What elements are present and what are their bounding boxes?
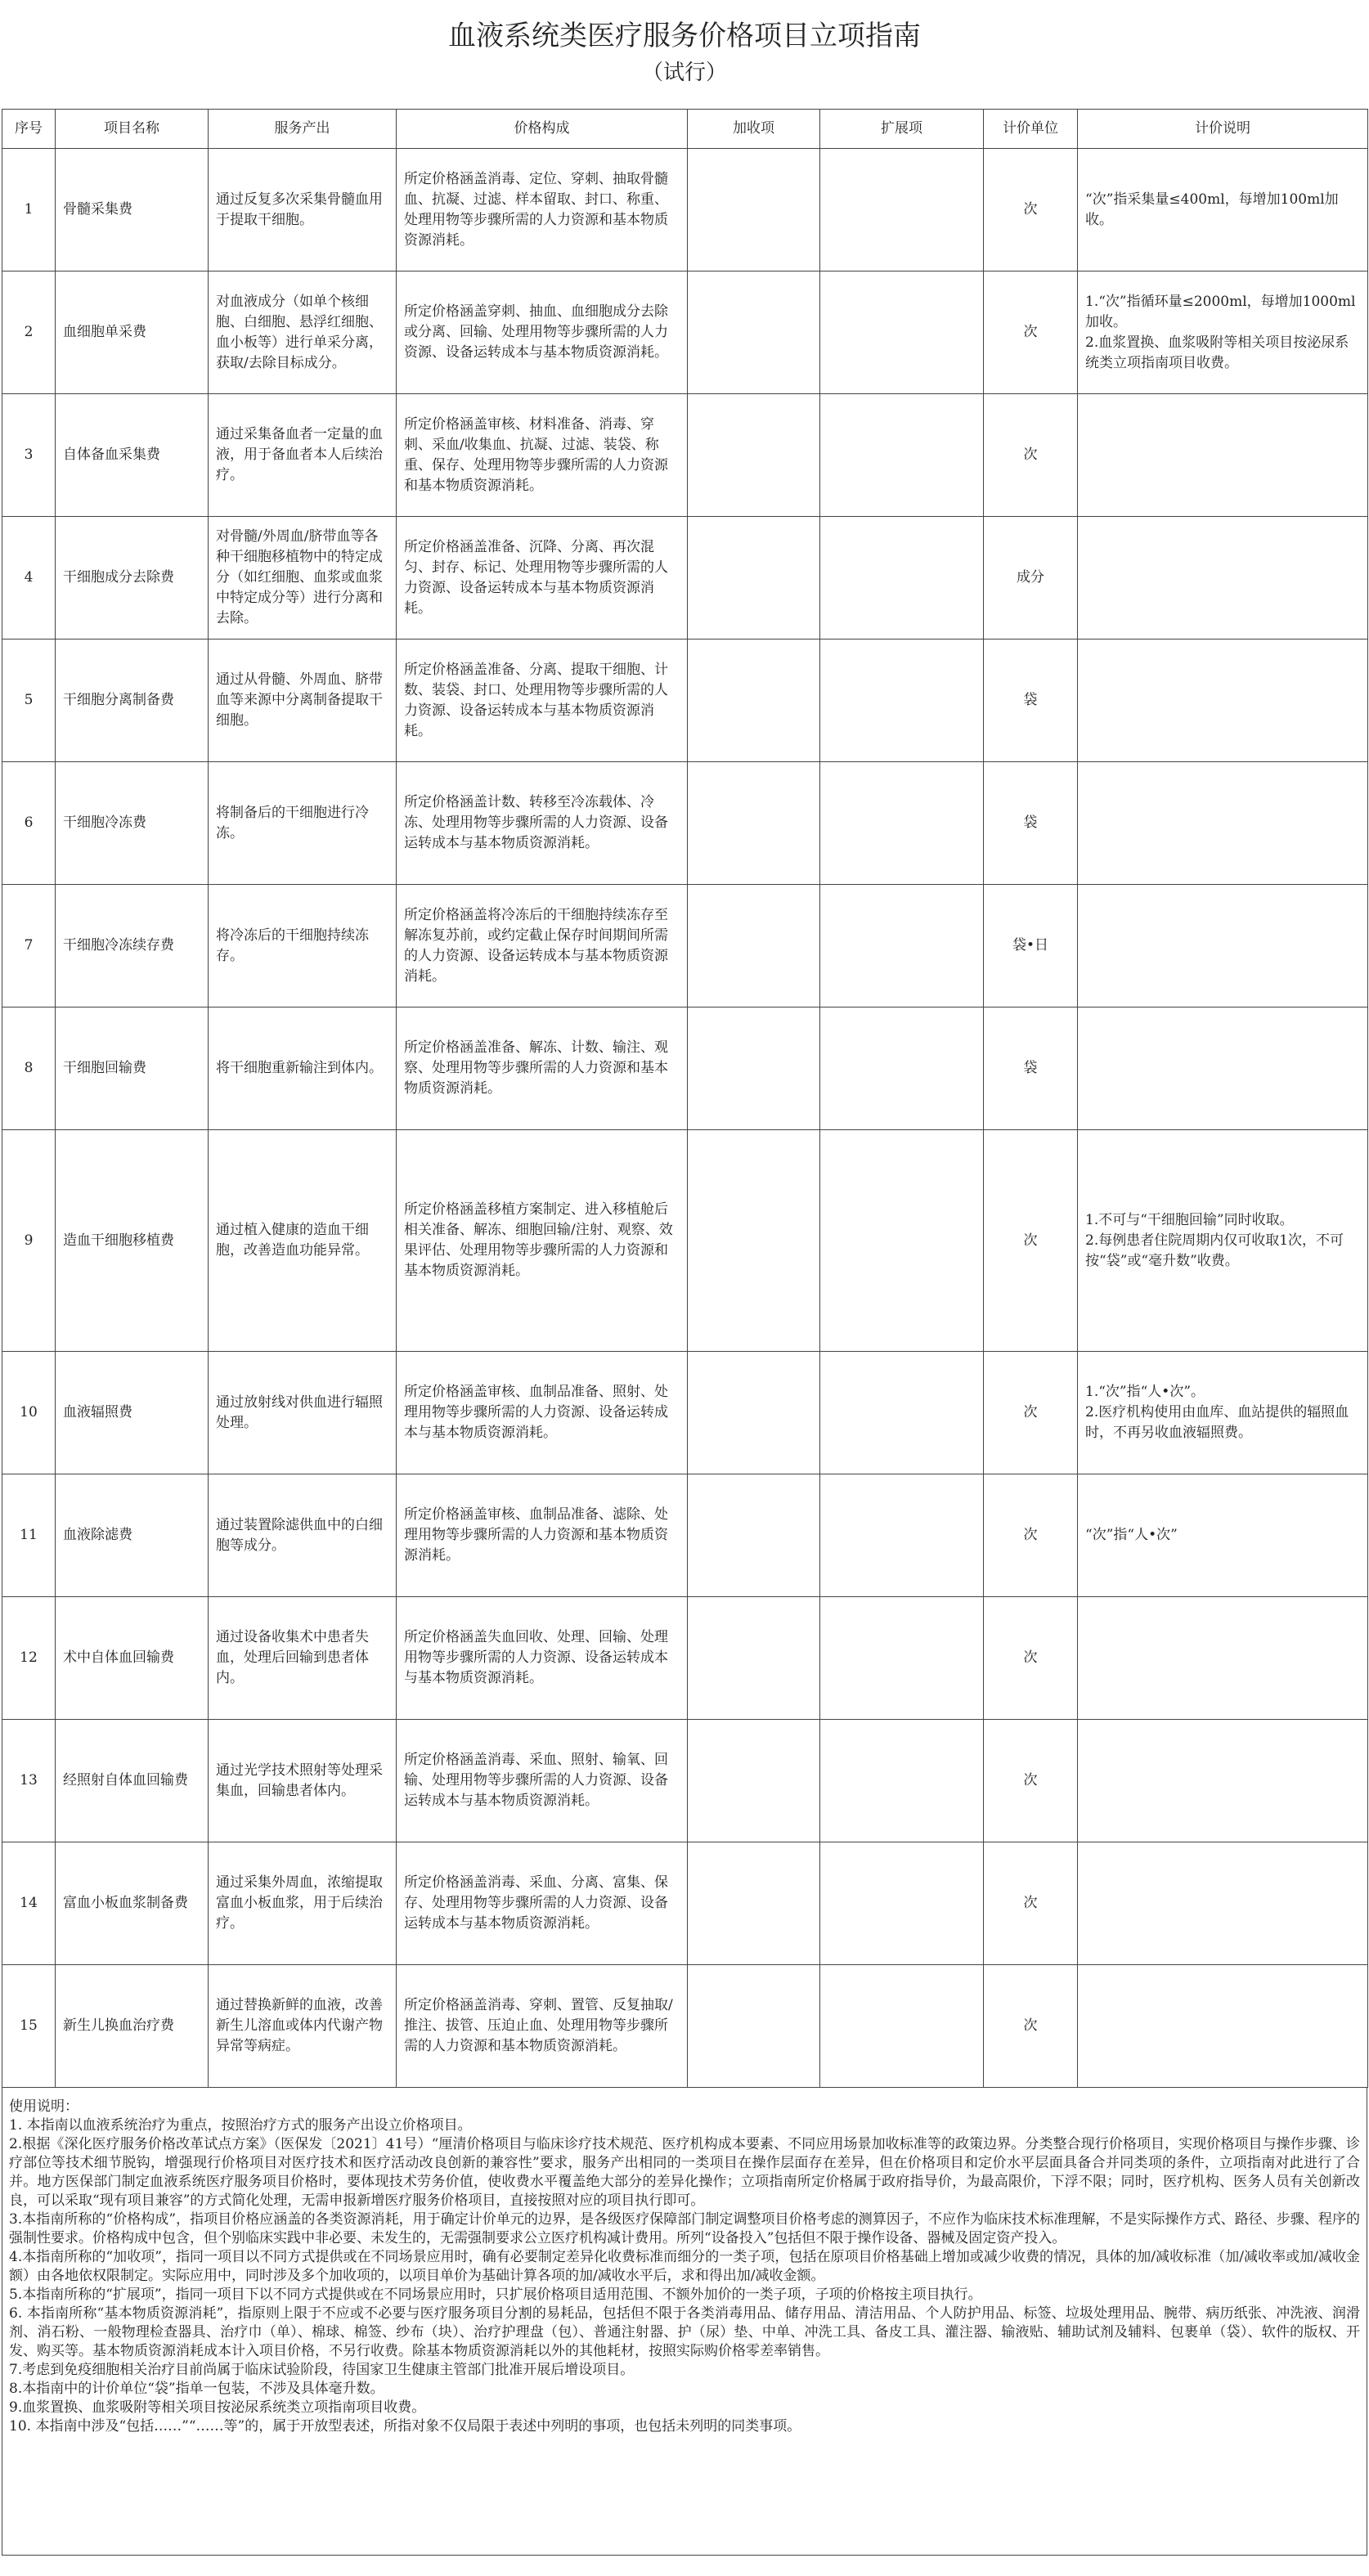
cell-extra bbox=[688, 640, 820, 762]
cell-extend bbox=[820, 517, 984, 640]
cell-composition: 所定价格涵盖准备、解冻、计数、输注、观察、处理用物等步骤所需的人力资源和基本物质资源消耗。 bbox=[397, 1008, 688, 1130]
cell-seq: 3 bbox=[2, 394, 56, 517]
cell-name: 自体备血采集费 bbox=[56, 394, 209, 517]
cell-unit: 袋 bbox=[984, 640, 1078, 762]
cell-extend bbox=[820, 1352, 984, 1474]
cell-desc bbox=[1078, 640, 1368, 762]
table-row bbox=[2, 1474, 1368, 1597]
header-composition: 价格构成 bbox=[397, 110, 688, 149]
cell-extend bbox=[820, 1842, 984, 1965]
cell-composition: 所定价格涵盖准备、沉降、分离、再次混匀、封存、标记、处理用物等步骤所需的人力资源、设备运转成本与基本物质资源消耗。 bbox=[397, 517, 688, 640]
note-item: 1. 本指南以血液系统治疗为重点，按照治疗方式的服务产出设立价格项目。 bbox=[9, 2117, 472, 2134]
cell-output: 对骨髓/外周血/脐带血等各种干细胞移植物中的特定成分（如红细胞、血浆或血浆中特定成分等）进行分离和去除。 bbox=[209, 517, 397, 640]
cell-unit: 次 bbox=[984, 1130, 1078, 1352]
table-row bbox=[2, 517, 1368, 640]
cell-desc: “次”指“人•次” bbox=[1078, 1474, 1368, 1597]
cell-desc bbox=[1078, 762, 1368, 885]
cell-seq: 13 bbox=[2, 1720, 56, 1842]
cell-name: 血液辐照费 bbox=[56, 1352, 209, 1474]
notes-list bbox=[9, 2116, 1360, 2436]
cell-extend bbox=[820, 149, 984, 272]
cell-output: 通过采集备血者一定量的血液，用于备血者本人后续治疗。 bbox=[209, 394, 397, 517]
cell-seq: 10 bbox=[2, 1352, 56, 1474]
header-name: 项目名称 bbox=[56, 110, 209, 149]
cell-desc bbox=[1078, 1597, 1368, 1720]
cell-extend bbox=[820, 394, 984, 517]
document-subtitle: （试行） bbox=[641, 61, 727, 85]
cell-extend bbox=[820, 640, 984, 762]
cell-extra bbox=[688, 1965, 820, 2088]
cell-unit: 次 bbox=[984, 1597, 1078, 1720]
cell-output: 通过植入健康的造血干细胞，改善造血功能异常。 bbox=[209, 1130, 397, 1352]
note-item: 6. 本指南所称“基本物质资源消耗”，指原则上限于不应或不必要与医疗服务项目分割的易耗品，包括但不限于各类消毒用品、储存用品、清洁用品、个人防护用品、标签、垃圾处理用品、腕带、病历纸张、冲洗液、润滑剂、消石粉、一般物理检查器具、治疗巾（单）、棉球、棉签、纱布（块）、治疗护理盘（包）、普通注射器、护（尿）垫、中单、冲洗工具、备皮工具、灌注器、输液贴、辅助试剂及辅料、包裹单（袋）、软件的版权、开发、购买等。基本物质资源消耗成本计入项目价格，不另行收费。除基本物质资源消耗以外的其他耗材，按照实际购价格零差率销售。 bbox=[9, 2305, 1360, 2359]
table-row bbox=[2, 762, 1368, 885]
cell-name: 干细胞回输费 bbox=[56, 1008, 209, 1130]
cell-composition: 所定价格涵盖消毒、定位、穿刺、抽取骨髓血、抗凝、过滤、样本留取、封口、称重、处理用物等步骤所需的人力资源和基本物质资源消耗。 bbox=[397, 149, 688, 272]
cell-desc bbox=[1078, 885, 1368, 1008]
cell-composition: 所定价格涵盖失血回收、处理、回输、处理用物等步骤所需的人力资源、设备运转成本与基本物质资源消耗。 bbox=[397, 1597, 688, 1720]
cell-composition: 所定价格涵盖移植方案制定、进入移植舱后相关准备、解冻、细胞回输/注射、观察、效果评估、处理用物等步骤所需的人力资源和基本物质资源消耗。 bbox=[397, 1130, 688, 1352]
cell-unit: 次 bbox=[984, 1842, 1078, 1965]
cell-seq: 11 bbox=[2, 1474, 56, 1597]
cell-output: 通过放射线对供血进行辐照处理。 bbox=[209, 1352, 397, 1474]
note-item: 5.本指南所称的“扩展项”，指同一项目下以不同方式提供或在不同场景应用时，只扩展价格项目适用范围、不额外加价的一类子项，子项的价格按主项目执行。 bbox=[9, 2287, 982, 2303]
cell-composition: 所定价格涵盖消毒、穿刺、置管、反复抽取/推注、拔管、压迫止血、处理用物等步骤所需的人力资源和基本物质资源消耗。 bbox=[397, 1965, 688, 2088]
cell-extra bbox=[688, 1130, 820, 1352]
cell-composition: 所定价格涵盖审核、材料准备、消毒、穿刺、采血/收集血、抗凝、过滤、装袋、称重、保存、处理用物等步骤所需的人力资源和基本物质资源消耗。 bbox=[397, 394, 688, 517]
cell-seq: 6 bbox=[2, 762, 56, 885]
header-extra: 加收项 bbox=[688, 110, 820, 149]
table-header-row bbox=[2, 110, 1368, 149]
document-title: 血液系统类医疗服务价格项目立项指南 bbox=[448, 20, 921, 52]
cell-extend bbox=[820, 1597, 984, 1720]
cell-seq: 14 bbox=[2, 1842, 56, 1965]
note-item: 3.本指南所称的“价格构成”，指项目价格应涵盖的各类资源消耗，用于确定计价单元的边界，是各级医疗保障部门制定调整项目价格考虑的测算因子，不应作为临床技术标准理解，不是实际操作方式、路径、步骤、程序的强制性要求。价格构成中包含，但个别临床实践中非必要、未发生的，无需强制要求公立医疗机构减计费用。所列“设备投入”包括但不限于操作设备、器械及固定资产投入。 bbox=[9, 2211, 1360, 2246]
cell-seq: 9 bbox=[2, 1130, 56, 1352]
cell-output: 将制备后的干细胞进行冷冻。 bbox=[209, 762, 397, 885]
usage-notes bbox=[2, 2088, 1367, 2556]
cell-seq: 2 bbox=[2, 272, 56, 394]
cell-name: 新生儿换血治疗费 bbox=[56, 1965, 209, 2088]
table-row bbox=[2, 1352, 1368, 1474]
cell-unit: 次 bbox=[984, 394, 1078, 517]
cell-extra bbox=[688, 272, 820, 394]
cell-desc: 1.“次”指循环量≤2000ml，每增加1000ml加收。 2.血浆置换、血浆吸附等相关项目按泌尿系统类立项指南项目收费。 bbox=[1078, 272, 1368, 394]
cell-name: 干细胞成分去除费 bbox=[56, 517, 209, 640]
table-row bbox=[2, 394, 1368, 517]
note-item: 8.本指南中的计价单位“袋”指单一包装，不涉及具体毫升数。 bbox=[9, 2381, 384, 2397]
cell-extra bbox=[688, 394, 820, 517]
cell-output: 通过从骨髓、外周血、脐带血等来源中分离制备提取干细胞。 bbox=[209, 640, 397, 762]
cell-unit: 袋 bbox=[984, 762, 1078, 885]
cell-name: 经照射自体血回输费 bbox=[56, 1720, 209, 1842]
cell-extra bbox=[688, 1720, 820, 1842]
cell-composition: 所定价格涵盖审核、血制品准备、滤除、处理用物等步骤所需的人力资源和基本物质资源消耗。 bbox=[397, 1474, 688, 1597]
cell-extra bbox=[688, 762, 820, 885]
cell-unit: 袋•日 bbox=[984, 885, 1078, 1008]
cell-seq: 1 bbox=[2, 149, 56, 272]
cell-unit: 次 bbox=[984, 1965, 1078, 2088]
cell-extend bbox=[820, 1965, 984, 2088]
table-row bbox=[2, 640, 1368, 762]
cell-composition: 所定价格涵盖消毒、采血、分离、富集、保存、处理用物等步骤所需的人力资源、设备运转成本与基本物质资源消耗。 bbox=[397, 1842, 688, 1965]
table-row bbox=[2, 1720, 1368, 1842]
cell-output: 通过设备收集术中患者失血，处理后回输到患者体内。 bbox=[209, 1597, 397, 1720]
cell-extend bbox=[820, 1008, 984, 1130]
cell-desc bbox=[1078, 517, 1368, 640]
cell-composition: 所定价格涵盖计数、转移至冷冻载体、冷冻、处理用物等步骤所需的人力资源、设备运转成本与基本物质资源消耗。 bbox=[397, 762, 688, 885]
cell-name: 术中自体血回输费 bbox=[56, 1597, 209, 1720]
cell-extra bbox=[688, 1008, 820, 1130]
table-row bbox=[2, 272, 1368, 394]
cell-extra bbox=[688, 1352, 820, 1474]
cell-desc bbox=[1078, 1008, 1368, 1130]
cell-output: 通过反复多次采集骨髓血用于提取干细胞。 bbox=[209, 149, 397, 272]
table-row bbox=[2, 149, 1368, 272]
cell-seq: 15 bbox=[2, 1965, 56, 2088]
notes-heading: 使用说明： bbox=[9, 2098, 79, 2115]
cell-unit: 成分 bbox=[984, 517, 1078, 640]
header-extend: 扩展项 bbox=[820, 110, 984, 149]
cell-extra bbox=[688, 885, 820, 1008]
header-output: 服务产出 bbox=[209, 110, 397, 149]
cell-extra bbox=[688, 1597, 820, 1720]
note-item: 4.本指南所称的“加收项”，指同一项目以不同方式提供或在不同场景应用时，确有必要制定差异化收费标准而细分的一类子项，包括在原项目价格基础上增加或减少收费的情况，具体的加/减收标准（加/减收率或加/减收金额）由各地依权限制定。实际应用中，同时涉及多个加收项的，以项目单价为基础计算各项的加/减收水平后，求和得出加/减收金额。 bbox=[9, 2249, 1360, 2284]
cell-desc: 1.不可与“干细胞回输”同时收取。 2.每例患者住院周期内仅可收取1次，不可按“袋”或“毫升数”收费。 bbox=[1078, 1130, 1368, 1352]
cell-desc bbox=[1078, 394, 1368, 517]
cell-name: 干细胞冷冻续存费 bbox=[56, 885, 209, 1008]
header-desc: 计价说明 bbox=[1078, 110, 1368, 149]
cell-extra bbox=[688, 517, 820, 640]
cell-unit: 次 bbox=[984, 272, 1078, 394]
cell-output: 通过光学技术照射等处理采集血，回输患者体内。 bbox=[209, 1720, 397, 1842]
cell-seq: 5 bbox=[2, 640, 56, 762]
cell-extend bbox=[820, 272, 984, 394]
cell-desc bbox=[1078, 1842, 1368, 1965]
cell-extra bbox=[688, 1474, 820, 1597]
cell-composition: 所定价格涵盖消毒、采血、照射、输氧、回输、处理用物等步骤所需的人力资源、设备运转成本与基本物质资源消耗。 bbox=[397, 1720, 688, 1842]
cell-desc: “次”指采集量≤400ml，每增加100ml加收。 bbox=[1078, 149, 1368, 272]
table-row bbox=[2, 1597, 1368, 1720]
cell-extend bbox=[820, 1130, 984, 1352]
cell-extra bbox=[688, 149, 820, 272]
cell-extra bbox=[688, 1842, 820, 1965]
table-row bbox=[2, 885, 1368, 1008]
cell-unit: 次 bbox=[984, 1474, 1078, 1597]
cell-output: 通过装置除滤供血中的白细胞等成分。 bbox=[209, 1474, 397, 1597]
note-item: 7.考虑到免疫细胞相关治疗目前尚属于临床试验阶段，待国家卫生健康主管部门批准开展后增设项目。 bbox=[9, 2362, 635, 2378]
cell-name: 干细胞分离制备费 bbox=[56, 640, 209, 762]
price-items-table bbox=[2, 109, 1368, 2088]
table-row bbox=[2, 1130, 1368, 1352]
header-seq: 序号 bbox=[2, 110, 56, 149]
cell-output: 对血液成分（如单个核细胞、白细胞、悬浮红细胞、血小板等）进行单采分离，获取/去除目标成分。 bbox=[209, 272, 397, 394]
cell-desc bbox=[1078, 1720, 1368, 1842]
note-item: 9.血浆置换、血浆吸附等相关项目按泌尿系统类立项指南项目收费。 bbox=[9, 2399, 426, 2416]
cell-composition: 所定价格涵盖将冷冻后的干细胞持续冻存至解冻复苏前，或约定截止保存时间期间所需的人力资源、设备运转成本与基本物质资源消耗。 bbox=[397, 885, 688, 1008]
cell-name: 血细胞单采费 bbox=[56, 272, 209, 394]
cell-unit: 袋 bbox=[984, 1008, 1078, 1130]
cell-name: 富血小板血浆制备费 bbox=[56, 1842, 209, 1965]
table-row bbox=[2, 1842, 1368, 1965]
header-unit: 计价单位 bbox=[984, 110, 1078, 149]
cell-composition: 所定价格涵盖准备、分离、提取干细胞、计数、装袋、封口、处理用物等步骤所需的人力资源、设备运转成本与基本物质资源消耗。 bbox=[397, 640, 688, 762]
cell-name: 造血干细胞移植费 bbox=[56, 1130, 209, 1352]
cell-seq: 4 bbox=[2, 517, 56, 640]
cell-unit: 次 bbox=[984, 1720, 1078, 1842]
table-row bbox=[2, 1008, 1368, 1130]
cell-extend bbox=[820, 762, 984, 885]
table-row bbox=[2, 1965, 1368, 2088]
cell-extend bbox=[820, 1720, 984, 1842]
cell-unit: 次 bbox=[984, 1352, 1078, 1474]
cell-composition: 所定价格涵盖审核、血制品准备、照射、处理用物等步骤所需的人力资源、设备运转成本与基本物质资源消耗。 bbox=[397, 1352, 688, 1474]
cell-desc: 1.“次”指“人•次”。 2.医疗机构使用由血库、血站提供的辐照血时，不再另收血液辐照费。 bbox=[1078, 1352, 1368, 1474]
cell-output: 通过替换新鲜的血液，改善新生儿溶血或体内代谢产物异常等病症。 bbox=[209, 1965, 397, 2088]
note-item: 2.根据《深化医疗服务价格改革试点方案》（医保发〔2021〕41号）“厘清价格项目与临床诊疗技术规范、医疗机构成本要素、不同应用场景加收标准等的政策边界。分类整合现行价格项目，实现价格项目与操作步骤、诊疗部位等技术细节脱钩，增强现行价格项目对医疗技术和医疗活动改良创新的兼容性”要求，服务产出相同的一类项目在操作层面存在差异，但在价格项目和定价水平层面具备合并同类项的条件，立项指南对此进行了合并。地方医保部门制定血液系统医疗服务项目价格时，要体现技术劳务价值，使收费水平覆盖绝大部分的差异化操作；立项指南所定价格属于政府指导价，为最高限价，下浮不限；同时，医疗机构、医务人员有关创新改良，可以采取“现有项目兼容”的方式简化处理，无需申报新增医疗服务价格项目，直接按照对应的项目执行即可。 bbox=[9, 2136, 1360, 2209]
cell-unit: 次 bbox=[984, 149, 1078, 272]
cell-name: 骨髓采集费 bbox=[56, 149, 209, 272]
cell-output: 将干细胞重新输注到体内。 bbox=[209, 1008, 397, 1130]
cell-composition: 所定价格涵盖穿刺、抽血、血细胞成分去除或分离、回输、处理用物等步骤所需的人力资源、设备运转成本与基本物质资源消耗。 bbox=[397, 272, 688, 394]
cell-extend bbox=[820, 1474, 984, 1597]
cell-name: 干细胞冷冻费 bbox=[56, 762, 209, 885]
cell-seq: 8 bbox=[2, 1008, 56, 1130]
table-body bbox=[2, 149, 1368, 2088]
cell-seq: 7 bbox=[2, 885, 56, 1008]
cell-seq: 12 bbox=[2, 1597, 56, 1720]
cell-desc bbox=[1078, 1965, 1368, 2088]
note-item: 10. 本指南中涉及“包括……”“……等”的，属于开放型表述，所指对象不仅局限于表述中列明的事项，也包括未列明的同类事项。 bbox=[9, 2418, 801, 2435]
cell-output: 通过采集外周血，浓缩提取富血小板血浆，用于后续治疗。 bbox=[209, 1842, 397, 1965]
cell-output: 将冷冻后的干细胞持续冻存。 bbox=[209, 885, 397, 1008]
cell-extend bbox=[820, 885, 984, 1008]
cell-name: 血液除滤费 bbox=[56, 1474, 209, 1597]
